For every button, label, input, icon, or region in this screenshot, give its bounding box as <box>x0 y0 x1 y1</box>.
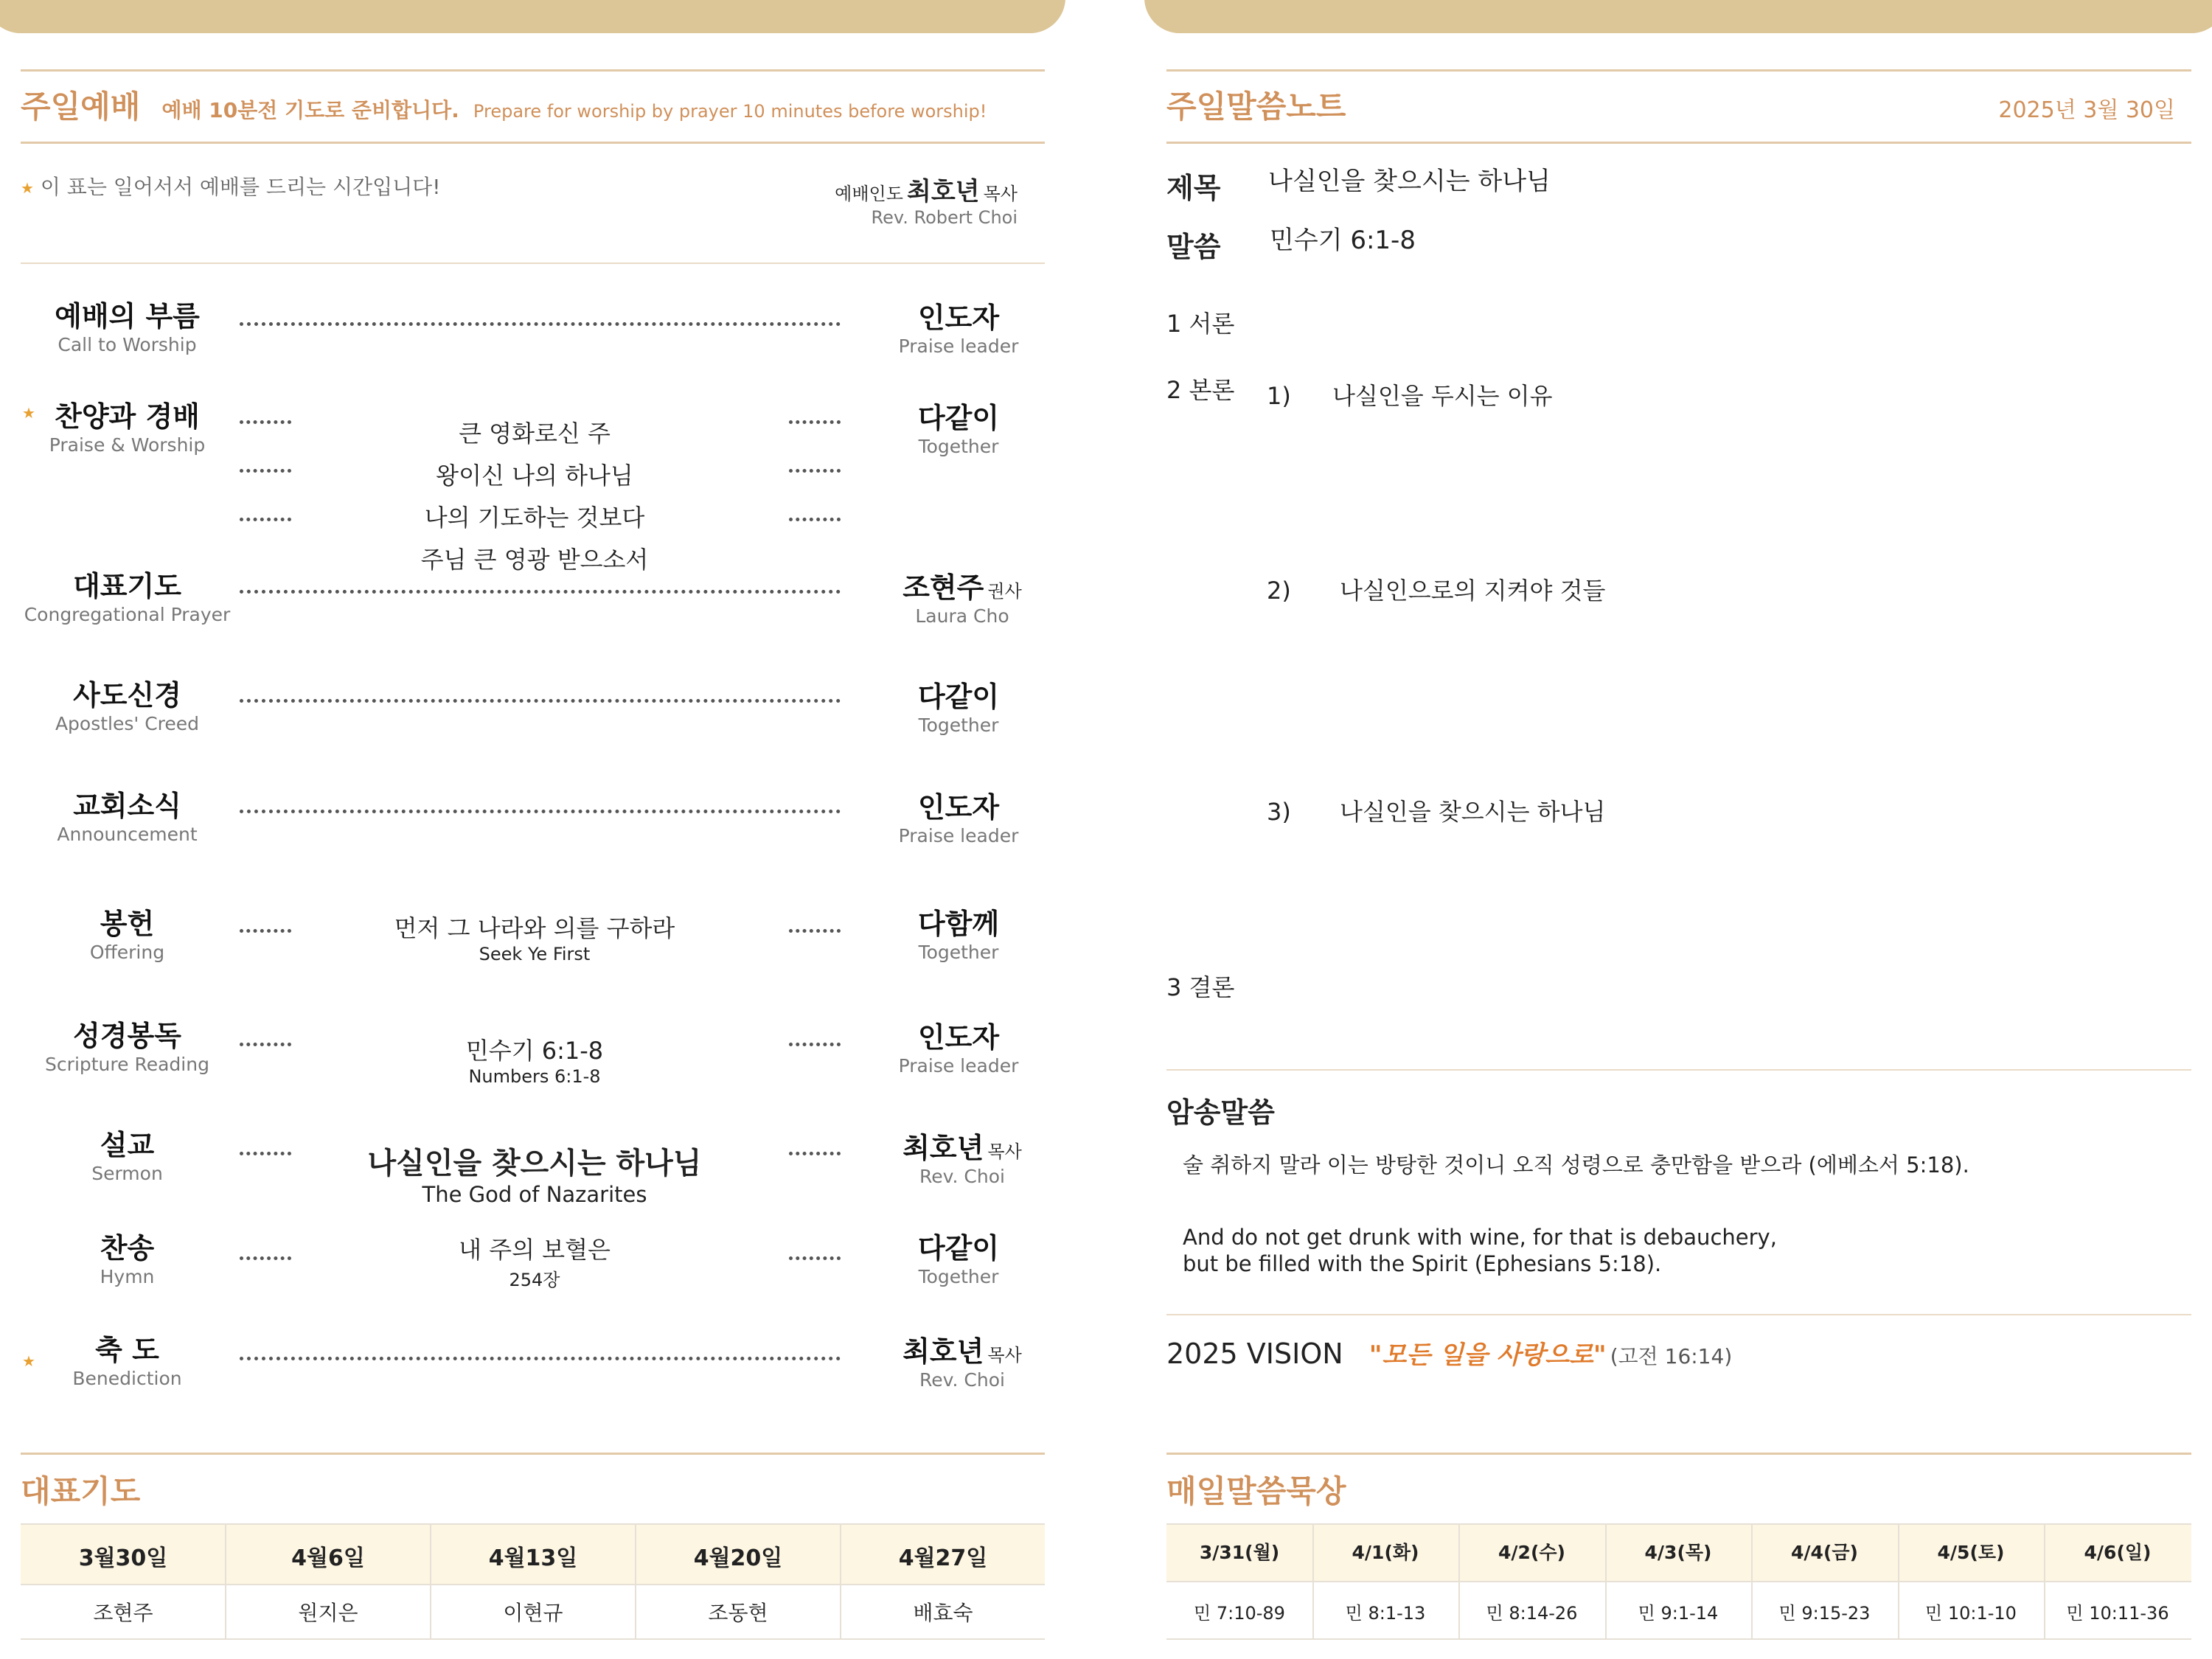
order-item-who: 인도자 <box>917 791 1000 824</box>
scripture-passage-ko: 민수기 6:1-8 <box>465 1037 604 1065</box>
dotted-leader <box>240 417 291 424</box>
dotted-leader <box>789 1040 841 1046</box>
dotted-leader <box>240 807 841 813</box>
order-item-who-english: Praise leader <box>898 335 1019 357</box>
daily-day: 4/6(일) <box>2084 1542 2152 1563</box>
daily-reading: 민 8:14-26 <box>1486 1603 1578 1624</box>
prayer-name: 조현주 <box>93 1601 153 1625</box>
vision-label: 2025 VISION <box>1166 1338 1343 1370</box>
left-order-rule <box>21 262 1045 264</box>
daily-day: 4/1(화) <box>1352 1542 1419 1563</box>
order-item-praise-worship-who <box>863 395 1054 457</box>
leader-english: Rev. Robert Choi <box>871 207 1018 228</box>
right-header-rule-top <box>1166 69 2191 72</box>
memory-verse-korean: 술 취하지 말라 이는 방탕한 것이니 오직 성령으로 충만함을 받으라 (에베소서 5:18). <box>1183 1152 1969 1178</box>
order-item-call-to-worship <box>22 293 232 355</box>
prayer-table-mid-rule <box>21 1584 1045 1585</box>
order-item-announcement-who <box>863 785 1054 846</box>
dotted-leader <box>240 1354 841 1360</box>
dotted-leader <box>240 926 291 933</box>
scripture-passage <box>295 1032 774 1087</box>
prayer-rule <box>21 1453 1045 1455</box>
daily-day: 4/4(금) <box>1791 1542 1858 1563</box>
daily-day: 4/5(토) <box>1937 1542 2005 1563</box>
vision-reference: (고전 16:14) <box>1610 1344 1733 1368</box>
dotted-leader <box>240 1149 291 1155</box>
order-item-title: 예배의 부름 <box>55 300 200 333</box>
order-item-who-english: Together <box>918 1266 999 1287</box>
order-item-hymn <box>22 1225 232 1287</box>
sermon-title-ko: 나실인을 찾으시는 하나님 <box>367 1147 702 1180</box>
daily-table-bottom-rule <box>1166 1638 2191 1640</box>
order-item-english: Call to Worship <box>58 334 197 355</box>
dotted-leader <box>240 319 841 326</box>
order-item-scripture-reading-who <box>863 1015 1054 1077</box>
worship-leader <box>723 171 1018 228</box>
right-header-rule-bottom <box>1166 142 2191 144</box>
prayer-name: 조동현 <box>708 1601 768 1625</box>
order-item-who-title: 목사 <box>987 1141 1022 1162</box>
order-item-who-english: Together <box>918 942 999 963</box>
order-item-who: 다함께 <box>917 908 1000 940</box>
right-top-tab <box>1144 0 2212 33</box>
worship-subtitle: 예배 10분전 기도로 준비합니다. <box>161 98 459 122</box>
sermon-scripture-label: 말씀 <box>1166 231 1221 263</box>
song-item: 나의 기도하는 것보다 <box>424 504 645 532</box>
left-header-rule-bottom <box>21 142 1045 144</box>
star-icon: ★ <box>22 404 35 422</box>
dotted-leader <box>789 515 841 521</box>
offering-song-english: Seek Ye First <box>479 944 591 964</box>
order-item-who-title: 권사 <box>987 581 1022 602</box>
daily-section-title: 매일말씀묵상 <box>1166 1473 1346 1509</box>
dotted-leader <box>789 466 841 473</box>
daily-table-top-rule <box>1166 1523 2191 1525</box>
left-top-tab <box>0 0 1065 33</box>
daily-reading: 민 8:1-13 <box>1345 1603 1426 1624</box>
daily-reading: 민 9:1-14 <box>1638 1603 1719 1624</box>
order-item-english: Sermon <box>91 1163 163 1184</box>
order-item-who-english: Rev. Choi <box>919 1369 1005 1391</box>
daily-day: 4/3(목) <box>1644 1542 1712 1563</box>
memory-verse-english-line: but be filled with the Spirit (Ephesians 5:18). <box>1183 1251 1662 1276</box>
dotted-leader <box>789 417 841 424</box>
outline-point-text: 나실인으로의 지켜야 것들 <box>1340 577 1606 605</box>
vision-rule <box>1166 1314 2191 1315</box>
order-item-offering <box>22 901 232 963</box>
outline-intro: 1 서론 <box>1166 310 1235 338</box>
order-item-who-english: Praise leader <box>898 1055 1019 1077</box>
daily-day: 4/2(수) <box>1498 1542 1565 1563</box>
hymn-number: 254장 <box>509 1270 560 1290</box>
offering-song-title: 먼저 그 나라와 의를 구하라 <box>394 914 675 942</box>
vision-line <box>1166 1335 1732 1371</box>
standing-notice <box>21 171 440 201</box>
order-item-who-english: Together <box>918 714 999 736</box>
outline-point-number: 3) <box>1267 798 1291 826</box>
dotted-leader <box>240 515 291 521</box>
order-item-english: Announcement <box>57 824 198 845</box>
order-item-who: 다같이 <box>917 681 1000 713</box>
hymn-title: 내 주의 보혈은 <box>459 1236 611 1264</box>
memory-verse-title: 암송말씀 <box>1166 1096 1275 1129</box>
song-item: 큰 영화로신 주 <box>459 420 611 448</box>
prayer-date: 4월20일 <box>693 1545 783 1571</box>
order-item-benediction <box>22 1327 232 1389</box>
order-item-offering-who <box>863 901 1054 963</box>
prayer-date: 3월30일 <box>78 1545 168 1571</box>
outline-point-text: 나실인을 두시는 이유 <box>1332 382 1553 410</box>
daily-reading: 민 10:1-10 <box>1925 1603 2017 1624</box>
order-item-english: Praise & Worship <box>49 434 206 456</box>
prayer-section-title: 대표기도 <box>21 1473 141 1509</box>
sermon-title-block <box>295 1140 774 1207</box>
order-item-sermon <box>22 1122 232 1184</box>
daily-rule <box>1166 1453 2191 1455</box>
outline-point-text: 나실인을 찾으시는 하나님 <box>1340 798 1606 826</box>
dotted-leader <box>789 1149 841 1155</box>
scripture-passage-en: Numbers 6:1-8 <box>468 1066 601 1087</box>
order-item-english: Congregational Prayer <box>24 604 231 625</box>
order-item-scripture-reading <box>22 1013 232 1075</box>
order-item-hymn-who <box>863 1225 1054 1287</box>
order-item-title: 설교 <box>100 1129 155 1161</box>
daily-reading: 민 7:10-89 <box>1194 1603 1285 1624</box>
order-item-who: 인도자 <box>917 1021 1000 1054</box>
prayer-name: 이현규 <box>503 1601 563 1625</box>
order-item-call-to-worship-who <box>863 295 1054 357</box>
leader-prefix: 예배인도 <box>835 184 903 204</box>
memory-verse-english <box>1183 1224 1777 1277</box>
daily-day: 3/31(월) <box>1199 1542 1280 1563</box>
order-item-english: Benediction <box>72 1368 182 1389</box>
leader-title: 목사 <box>983 184 1018 204</box>
sermon-title-value: 나실인을 찾으시는 하나님 <box>1268 167 1551 196</box>
order-item-who-english: Praise leader <box>898 825 1019 846</box>
prayer-name: 배효숙 <box>913 1601 973 1625</box>
daily-table-mid-rule <box>1166 1581 2191 1582</box>
outline-point-3 <box>1267 793 1605 827</box>
order-item-title: 사도신경 <box>73 679 181 712</box>
daily-reading: 민 9:15-23 <box>1778 1603 1871 1624</box>
offering-song <box>295 910 774 964</box>
hymn-block <box>295 1231 774 1291</box>
order-item-benediction-who <box>863 1329 1062 1391</box>
order-item-who: 최호년 <box>902 1335 984 1368</box>
order-item-title: 찬송 <box>100 1232 155 1265</box>
order-item-apostles-creed <box>22 672 232 734</box>
order-item-title: 교회소식 <box>73 790 181 822</box>
sermon-title-label: 제목 <box>1166 172 1221 204</box>
order-item-who: 다같이 <box>917 402 1000 434</box>
prayer-date: 4월27일 <box>898 1545 988 1571</box>
memory-rule <box>1166 1069 2191 1071</box>
order-item-who-title: 목사 <box>987 1345 1022 1366</box>
order-item-title: 대표기도 <box>73 570 181 602</box>
prayer-date: 4월13일 <box>488 1545 578 1571</box>
dotted-leader <box>240 466 291 473</box>
order-item-who-english: Rev. Choi <box>919 1166 1005 1187</box>
song-item: 주님 큰 영광 받으소서 <box>420 546 649 574</box>
song-item: 왕이신 나의 하나님 <box>436 462 633 490</box>
sermon-scripture-value: 민수기 6:1-8 <box>1270 226 1416 255</box>
daily-reading: 민 10:11-36 <box>2066 1603 2169 1624</box>
order-item-title: 봉헌 <box>100 908 155 940</box>
standing-notice-text: 이 표는 일어서서 예배를 드리는 시간입니다! <box>40 175 441 199</box>
prayer-table-top-rule <box>21 1523 1045 1525</box>
sermon-note-title: 주일말씀노트 <box>1166 88 1346 125</box>
song-list <box>295 413 774 581</box>
prayer-table-bottom-rule <box>21 1638 1045 1640</box>
sermon-title-en: The God of Nazarites <box>422 1182 647 1207</box>
dotted-leader <box>240 1040 291 1046</box>
order-item-english: Offering <box>89 942 165 963</box>
worship-header <box>21 83 1046 127</box>
prayer-date: 4월6일 <box>291 1545 365 1571</box>
left-header-rule-top <box>21 69 1045 72</box>
star-icon: ★ <box>21 179 34 197</box>
outline-conclusion: 3 결론 <box>1166 973 1235 1001</box>
order-item-who: 최호년 <box>902 1132 984 1164</box>
dotted-leader <box>240 696 841 703</box>
order-item-title: 찬양과 경배 <box>55 400 200 433</box>
order-item-who-english: Together <box>918 436 999 457</box>
prayer-name: 원지은 <box>298 1601 358 1625</box>
order-item-who: 인도자 <box>917 302 1000 334</box>
worship-title: 주일예배 <box>21 88 141 125</box>
order-item-english: Scripture Reading <box>45 1054 209 1075</box>
outline-point-2 <box>1267 572 1605 606</box>
order-item-praise-worship <box>22 394 232 456</box>
leader-name: 최호년 <box>906 177 980 206</box>
dotted-leader <box>789 926 841 933</box>
outline-point-number: 1) <box>1267 382 1291 410</box>
dotted-leader <box>240 1253 291 1260</box>
order-item-english: Hymn <box>100 1266 155 1287</box>
memory-verse-english-line: And do not get drunk with wine, for that is debauchery, <box>1183 1225 1777 1250</box>
order-item-title: 성경봉독 <box>73 1020 181 1052</box>
star-icon: ★ <box>22 1352 35 1370</box>
order-item-title: 축 도 <box>95 1334 159 1366</box>
outline-point-1 <box>1267 378 1553 411</box>
dotted-leader <box>789 1253 841 1260</box>
sermon-note-date: 2025년 3월 30일 <box>1998 97 2175 123</box>
order-item-apostles-creed-who <box>863 674 1054 736</box>
order-item-sermon-who <box>863 1125 1062 1187</box>
order-item-who: 다같이 <box>917 1232 1000 1265</box>
order-item-congregational-prayer <box>22 563 232 625</box>
order-item-announcement <box>22 783 232 845</box>
dotted-leader <box>240 587 841 594</box>
order-item-who-english: Laura Cho <box>915 605 1009 627</box>
order-item-congregational-prayer-who <box>863 565 1062 627</box>
order-item-english: Apostles' Creed <box>55 713 200 734</box>
outline-body: 2 본론 <box>1166 376 1235 404</box>
order-item-who: 조현주 <box>902 571 984 604</box>
vision-quote: "모든 일을 사랑으로" <box>1368 1340 1607 1370</box>
outline-point-number: 2) <box>1267 577 1291 605</box>
worship-subtitle-english: Prepare for worship by prayer 10 minutes before worship! <box>473 101 987 122</box>
